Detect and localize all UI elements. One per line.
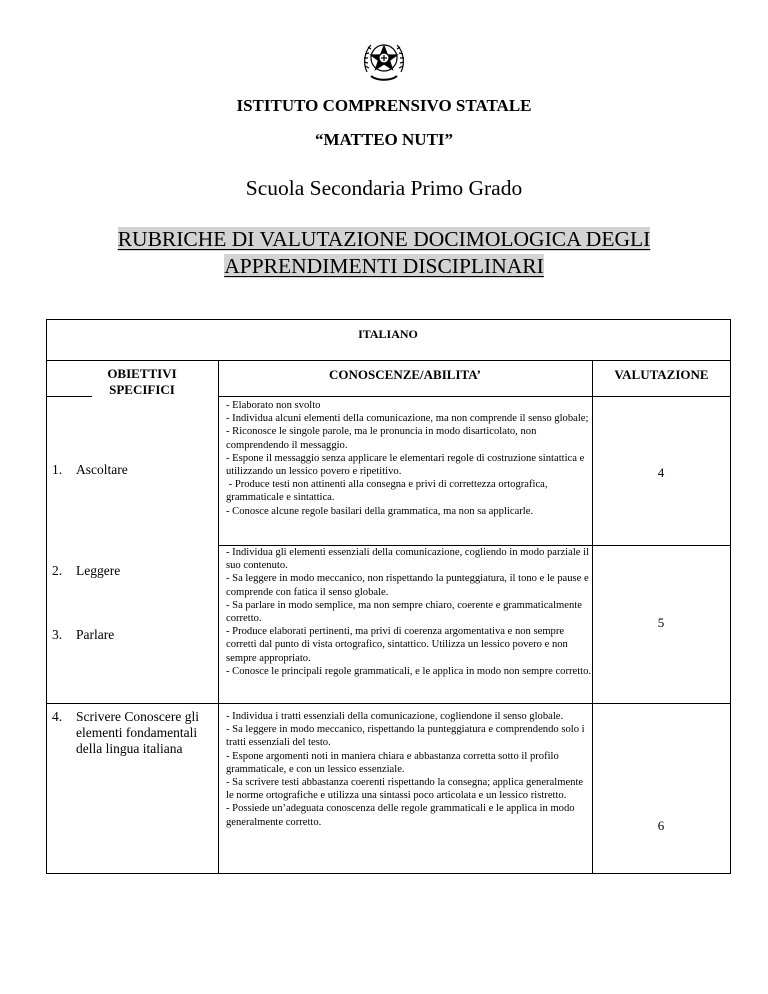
table-divider (218, 396, 731, 397)
objective-label: Ascoltare (76, 462, 128, 477)
list-item: - Produce testi non attinenti alla consegna e privi di correttezza ortografica, grammaticale e sintattica. (226, 479, 551, 504)
rubric-row-4-description (226, 399, 592, 518)
objective-2 (52, 563, 120, 579)
list-item: - Individua gli elementi essenziali della comunicazione, cogliendo in modo parziale il suo contenuto. (226, 547, 590, 572)
grade-value: 5 (657, 615, 665, 630)
list-item: - Elaborato non svolto (226, 400, 321, 411)
header-objectives (92, 366, 192, 398)
objective-3 (52, 627, 114, 643)
list-item: - Conosce le principali regole grammaticali, e le applica in modo non sempre corretto. (226, 665, 592, 677)
objective-1 (52, 462, 128, 478)
header-grade: VALUTAZIONE (614, 367, 709, 382)
table-divider (46, 396, 92, 397)
header-objectives-label: OBIETTIVI SPECIFICI (107, 366, 177, 397)
objective-number: 1. (52, 462, 63, 477)
subtitle: Scuola Secondaria Primo Grado (245, 176, 523, 200)
objective-number: 4. (52, 709, 63, 724)
list-item: - Individua i tratti essenziali della comunicazione, cogliendone il senso globale. (226, 711, 564, 722)
list-item: - Espone il messaggio senza applicare le elementari regole di costruzione sintattica e utilizzando un lessico povero e ripetitivo. (226, 452, 585, 478)
list-item: - Sa leggere in modo meccanico, non rispettando la punteggiatura, il tono e le pause e comprende con fatica il senso globale. (226, 573, 589, 598)
list-item: - Riconosce le singole parole, ma le pronuncia in modo disarticolato, non comprendendo il messaggio. (226, 426, 537, 451)
list-item: - Possiede un’adeguata conoscenza delle regole grammaticali e le applica in modo generalmente corretto. (226, 803, 575, 828)
table-divider (218, 360, 219, 874)
school-name-line1: ISTITUTO COMPRENSIVO STATALE (236, 96, 532, 115)
rubric-row-5-description (226, 546, 592, 678)
page-title (0, 226, 768, 280)
republic-emblem-icon (359, 34, 409, 84)
list-item: - Produce elaborati pertinenti, ma privi di coerenza argomentativa e non sempre corretti dal punto di vista ortografico, sintattico. Utilizza un lessico povero e non sempre appropriato. (226, 626, 568, 664)
objective-label: Parlare (76, 627, 115, 642)
title-line1: RUBRICHE DI VALUTAZIONE DOCIMOLOGICA DEGLI (117, 227, 651, 251)
list-item: - Sa leggere in modo meccanico, rispettando la punteggiatura e comprendendo solo i tratti essenziali del testo. (226, 724, 585, 749)
subject-title: ITALIANO (358, 327, 418, 341)
rubric-row-6-description (226, 710, 592, 829)
list-item: - Individua alcuni elementi della comunicazione, ma non comprende il senso globale; (226, 413, 589, 425)
title-line2: APPRENDIMENTI DISCIPLINARI (224, 254, 544, 278)
list-item: - Conosce alcune regole basilari della grammatica, ma non sa applicarle. (226, 505, 534, 517)
table-divider (46, 360, 731, 361)
objective-label: Leggere (76, 563, 121, 578)
table-divider (46, 703, 731, 704)
list-item: - Sa parlare in modo semplice, ma non sempre chiaro, coerente e grammaticalmente corretto. (226, 599, 582, 625)
objective-number: 2. (52, 563, 63, 578)
header-skills: CONOSCENZE/ABILITA’ (329, 367, 481, 382)
list-item: - Sa scrivere testi abbastanza coerenti rispettando la consegna; applica generalmente le norme ortografiche e utilizza una sintassi poco articolata e un lessico ristretto. (226, 777, 584, 802)
grade-value: 6 (657, 818, 665, 833)
grade-value: 4 (657, 465, 665, 480)
school-name-line2: “MATTEO NUTI” (314, 130, 454, 149)
objective-number: 3. (52, 627, 63, 642)
list-item: - Espone argomenti noti in maniera chiara e abbastanza corretta sotto il profilo grammaticale, e con un lessico essenziale. (226, 750, 559, 775)
objective-label: Scrivere Conoscere gli elementi fondamentali della lingua italiana (76, 709, 199, 756)
